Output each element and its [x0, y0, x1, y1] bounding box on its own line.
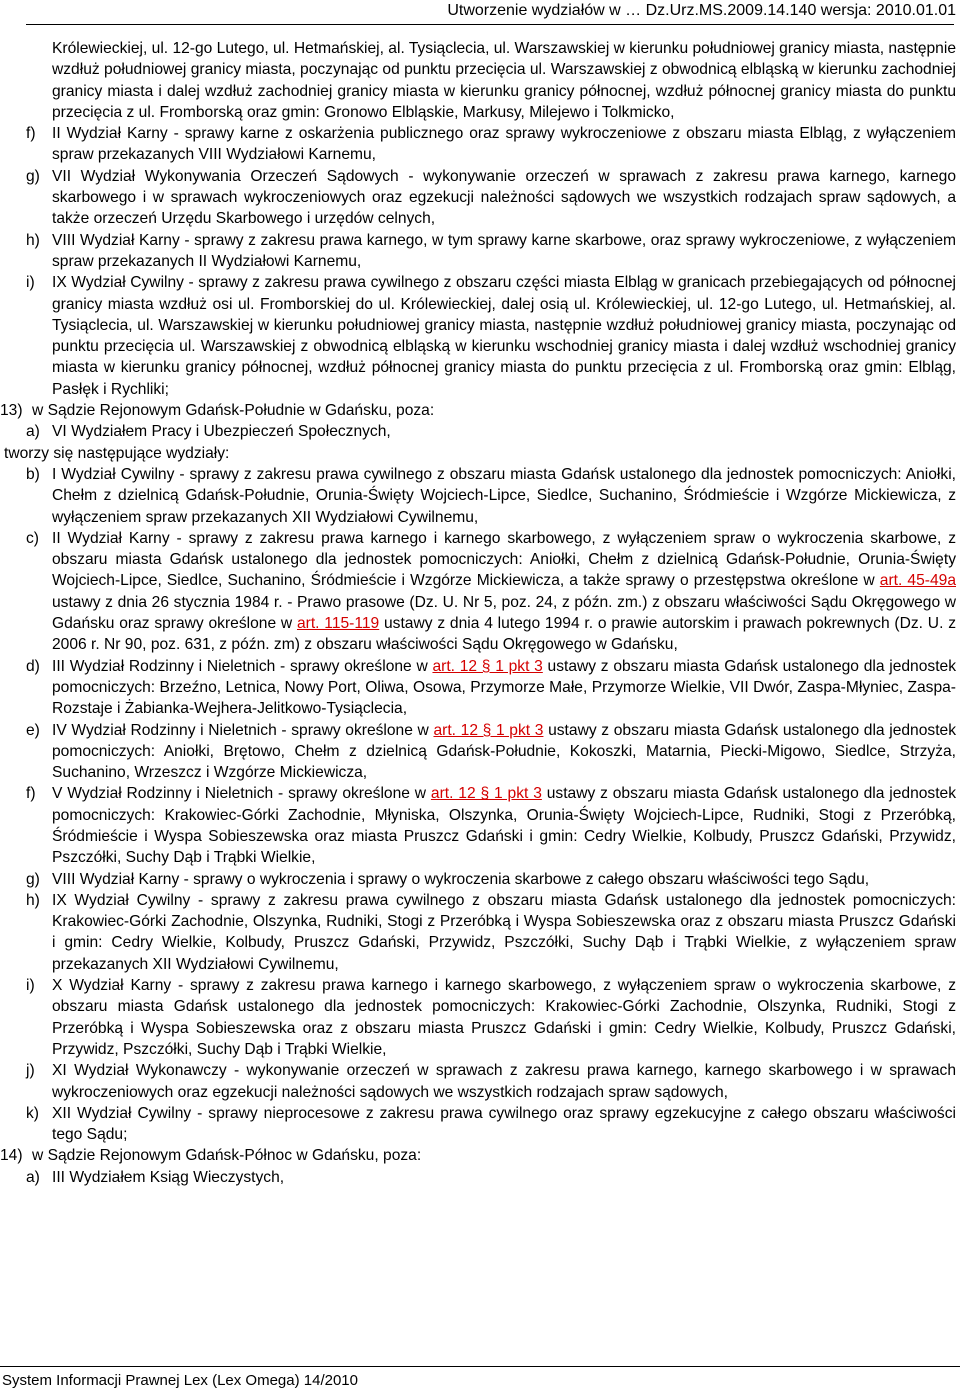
item-text: III Wydziałem Ksiąg Wieczystych,	[52, 1168, 285, 1186]
item-label: c)	[26, 529, 39, 547]
item-text: XI Wydział Wykonawczy - wykonywanie orzeczeń w sprawach z zakresu prawa karnego, karnego skarbowego i w sprawach wykroczeniowych oraz egzekucji należności sądowych we wszystkich rodzajach spraw sądowych,	[52, 1062, 956, 1101]
item-text: IX Wydział Cywilny - sprawy z zakresu prawa cywilnego z obszaru części miasta Elbląg w granicach przebiegających od północnej granicy miasta wzdłuż osi ul. Fromborskiej do ul. Królewieckiej, dalej osią ul. Królewieckiej, ul. 12-go Lutego, ul. Hetmańskiej, al. Tysiąclecia, ul. Warszawskiej w kierunku południowej granicy miasta, następnie wzdłuż południowej granicy miasta, poczynając od punktu przecięcia ul. Warszawskiej z obwodnicą elbląską w kierunku wschodniej granicy miasta i dalej wzdłuż wschodniej granicy miasta w kierunku granicy północnej, wzdłuż północnej granicy miasta do punktu przecięcia z ul. Fromborską oraz gmin: Elbląg, Pasłęk i Rychliki;	[52, 274, 956, 398]
item-label: g)	[26, 870, 40, 888]
list-item-h	[26, 230, 956, 273]
item-text: V Wydział Rodzinny i Nieletnich - sprawy określone w	[52, 785, 431, 803]
item-text: I Wydział Cywilny - sprawy z zakresu prawa cywilnego z obszaru miasta Gdańsk ustalonego dla jednostek pomocniczych: Aniołki, Chełm z dzielnicą Gdańsk-Południe, Orunia-Święty Wojciech-Lipce, Siedlce, Suchanino, Śródmieście i Wzgórze Mickiewicza, z wyłączeniem spraw przekazanych XII Wydziałowi Cywilnemu,	[52, 465, 956, 526]
item-text: II Wydział Karny - sprawy z zakresu prawa karnego i karnego skarbowego, z wyłączeniem spraw o wykroczenia skarbowe, z obszaru miasta Gdańsk ustalonego dla jednostek pomocniczych: Aniołki, Chełm z dzielnicą Gdańsk-Południe, Orunia-Święty Wojciech-Lipce, Siedlce, Suchanino, Śródmieście i Wzgórze Mickiewicza, a także sprawy o przestępstwa określone w	[52, 529, 956, 590]
link-art-12[interactable]: art. 12 § 1 pkt 3	[432, 657, 543, 675]
item-label: a)	[26, 423, 40, 441]
list-item-e	[26, 720, 956, 784]
link-art-115-119[interactable]: art. 115-119	[296, 615, 380, 633]
item-label: i)	[26, 977, 35, 995]
list-item-14a	[26, 1167, 956, 1188]
item-text: IX Wydział Cywilny - sprawy z zakresu prawa cywilnego z obszaru miasta Gdańsk ustalonego dla jednostek pomocniczych: Krakowiec-Górki Zachodnie, Olszynka, Rudniki, Stogi z Przeróbką i Wyspa Sobieszewska oraz z obszaru miasta Pruszcz Gdański i gmin: Cedry Wielkie, Kolbudy, Pruszcz Gdański, Przywidz, Pszczółki, Suchy Dąb i Trąbki Wielkie, z wyłączeniem spraw przekazanych XII Wydziałowi Cywilnemu,	[52, 891, 956, 973]
section-label: 13)	[0, 402, 23, 420]
item-label: h)	[26, 231, 40, 249]
link-art-45-49a[interactable]: art. 45-49a	[879, 572, 956, 590]
item-text: X Wydział Karny - sprawy z zakresu prawa karnego i karnego skarbowego, z wyłączeniem spraw o wykroczenia skarbowe, z obszaru miasta Gdańsk ustalonego dla jednostek pomocniczych: Krakowiec-Górki Zachodnie, Olszynka, Rudniki, Stogi z Przeróbką i Wyspa Sobieszewska oraz z obszaru miasta Pruszcz Gdański i gmin: Cedry Wielkie, Kolbudy, Pruszcz Gdański, Przywidz, Pszczółki, Suchy Dąb i Trąbki Wielkie,	[52, 977, 956, 1058]
item-label: d)	[26, 657, 40, 675]
footer-divider	[0, 1366, 960, 1367]
list-item-13a	[26, 421, 956, 442]
footer-text: System Informacji Prawnej Lex (Lex Omega) 14/2010	[2, 1372, 358, 1389]
item-label: h)	[26, 891, 40, 909]
item-text: IV Wydział Rodzinny i Nieletnich - sprawy określone w	[52, 721, 434, 739]
list-item-j	[26, 1060, 956, 1103]
item-text: ustawy z obszaru miasta Gdańsk ustalonego dla jednostek pomocniczych: Brzeźno, Letnica, Nowy Port, Oliwa, Osowa, Przymorze Małe, Przymorze Wielkie, VII Dwór, Zaspa-Młyniec, Zaspa-Rozstaje i Żabianka-Wejhera-Jelitkowo-Tysiąclecia,	[52, 657, 957, 718]
item-label: g)	[26, 167, 40, 185]
item-text: XII Wydział Cywilny - sprawy nieprocesowe z zakresu prawa cywilnego oraz sprawy egzekucyjne z całego obszaru właściwości tego Sądu;	[52, 1104, 956, 1144]
list-item-i2	[26, 975, 956, 1060]
list-item-g2	[26, 869, 956, 890]
list-item-b	[26, 464, 956, 528]
item-label: k)	[26, 1104, 39, 1122]
item-text: ustawy z dnia 26 stycznia 1984 r. - Prawo prasowe (Dz. U. Nr 5, poz. 24, z późn. zm.) z obszaru właściwości Sądu Okręgowego w Gdańsku oraz sprawy określone w	[52, 593, 956, 633]
item-text: VI Wydziałem Pracy i Ubezpieczeń Społecznych,	[52, 423, 391, 441]
list-item-g	[26, 166, 956, 230]
section-13	[0, 400, 956, 421]
item-text: VII Wydział Wykonywania Orzeczeń Sądowych - wykonywanie orzeczeń w sprawach z zakresu prawa karnego, karnego skarbowego i w sprawach wykroczeniowych oraz egzekucji należności sądowych we wszystkich rodzajach spraw sądowych, a także orzeczeń Urzędu Skarbowego i urzędów celnych,	[52, 167, 956, 228]
item-text: VIII Wydział Karny - sprawy z zakresu prawa karnego, w tym sprawy karne skarbowe, oraz sprawy wykroczeniowe, z wyłączeniem spraw przekazanych II Wydziałowi Karnemu,	[52, 231, 956, 270]
section-text: w Sądzie Rejonowym Gdańsk-Północ w Gdańsku, poza:	[32, 1147, 422, 1165]
list-item-i	[26, 272, 956, 400]
item-text: III Wydział Rodzinny i Nieletnich - sprawy określone w	[52, 657, 433, 675]
list-item-k	[26, 1103, 956, 1146]
section-text: w Sądzie Rejonowym Gdańsk-Południe w Gdańsku, poza:	[32, 402, 435, 420]
header-divider	[26, 24, 954, 25]
section-14	[0, 1145, 956, 1166]
item-text: VIII Wydział Karny - sprawy o wykroczenia i sprawy o wykroczenia skarbowe z całego obszaru właściwości tego Sądu,	[52, 870, 870, 888]
page-header	[0, 0, 960, 26]
item-text: ustawy z dnia 4 lutego 1994 r. o prawie autorskim i prawach pokrewnych (Dz. U. z 2006 r. Nr 90, poz. 631, z późn. zm) z obszaru właściwości Sądu Okręgowego w Gdańsku,	[52, 615, 956, 654]
item-label: b)	[26, 465, 40, 483]
list-item-h2	[26, 890, 956, 975]
list-item-d	[26, 656, 956, 720]
item-label: f)	[26, 125, 36, 143]
tworzy-line: tworzy się następujące wydziały:	[4, 444, 230, 462]
item-label: j)	[26, 1062, 35, 1080]
item-label: f)	[26, 785, 36, 803]
item-label: e)	[26, 721, 40, 739]
list-item-f	[26, 123, 956, 166]
list-item-f2	[26, 783, 956, 868]
item-label: i)	[26, 274, 35, 292]
section-label: 14)	[0, 1147, 23, 1165]
item-text: ustawy z obszaru miasta Gdańsk ustalonego dla jednostek pomocniczych: Krakowiec-Górki Zachodnie, Młyniska, Olszynka, Orunia-Święty Wojciech-Lipce, Rudniki, Stogi z Przeróbką, Śródmieście i Wyspa Sobieszewska oraz miasta Pruszcz Gdański i gmin: Cedry Wielkie, Kolbudy, Pruszcz Gdański, Przywidz, Pszczółki, Suchy Dąb i Trąbki Wielkie,	[52, 785, 957, 867]
item-text: II Wydział Karny - sprawy karne z oskarżenia publicznego oraz sprawy wykroczeniowe z obszaru miasta Elbląg, z wyłączeniem spraw przekazanych VIII Wydziałowi Karnemu,	[52, 125, 956, 164]
list-item-c	[26, 528, 956, 656]
header-title: Utworzenie wydziałów w … Dz.Urz.MS.2009.14.140 wersja: 2010.01.01	[447, 2, 956, 19]
document-body	[0, 38, 957, 1188]
link-art-12[interactable]: art. 12 § 1 pkt 3	[433, 721, 544, 739]
continued-paragraph: Królewieckiej, ul. 12-go Lutego, ul. Hetmańskiej, al. Tysiąclecia, ul. Warszawskiej w kierunku południowej granicy miasta, następnie wzdłuż południowej granicy miasta, poczynając od punktu przecięcia ul. Warszawskiej z obwodnicą elbląską w kierunku zachodniej granicy miasta i dalej wzdłuż zachodniej granicy miasta w kierunku granicy północnej, wzdłuż północnej granicy miasta do punktu przecięcia z ul. Fromborską oraz gmin: Gronowo Elbląskie, Markusy, Milejewo i Tolkmicko,	[52, 40, 956, 121]
item-label: a)	[26, 1168, 40, 1186]
link-art-12[interactable]: art. 12 § 1 pkt 3	[430, 785, 542, 803]
item-text: ustawy z obszaru miasta Gdańsk ustalonego dla jednostek pomocniczych: Aniołki, Brętowo, Chełm z dzielnicą Gdańsk-Południe, Kokoszki, Matarnia, Piecki-Migowo, Siedlce, Strzyża, Suchanino, Wrzeszcz i Wzgórze Mickiewicza,	[52, 721, 956, 782]
